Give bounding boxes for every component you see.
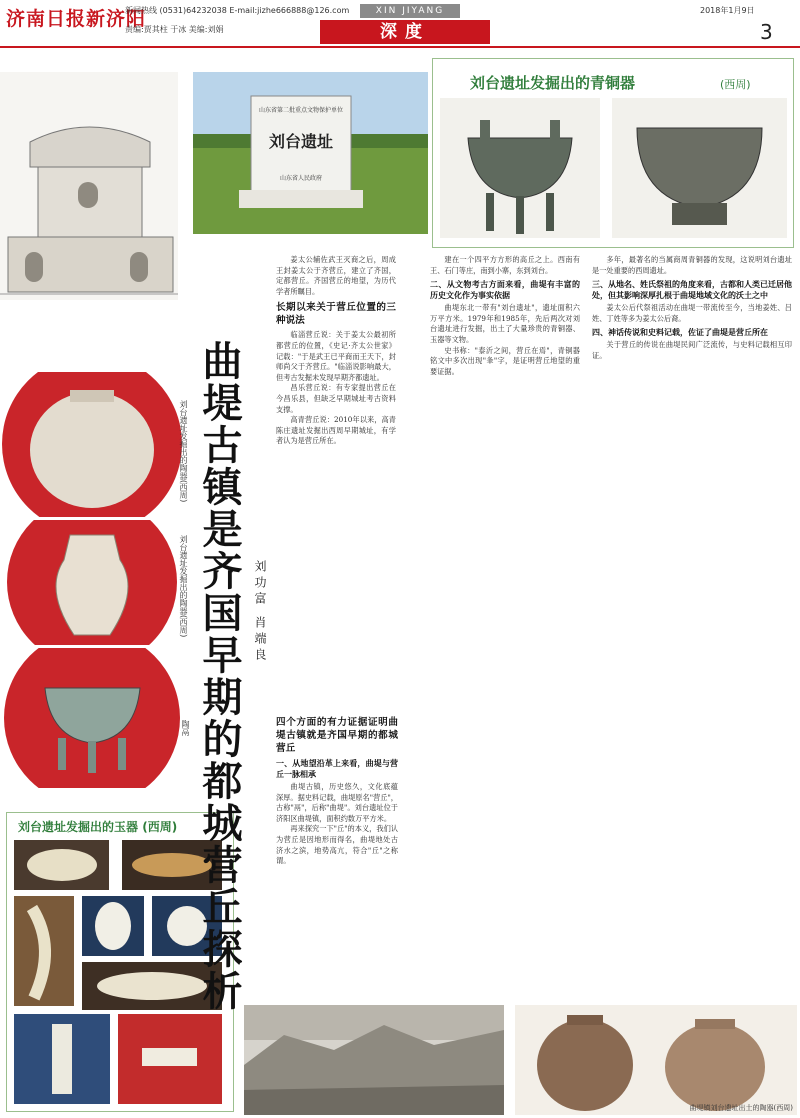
pottery-pots-photo (515, 1005, 797, 1115)
article-column-2 (276, 712, 398, 997)
pottery-jar-photo-2 (0, 520, 192, 645)
col2-subheading: 一、从地望沿革上来看，曲堤与营丘一脉相承 (276, 759, 398, 779)
article-column-1 (276, 255, 396, 675)
col4-heading-1: 三、从地名、姓氏祭祖的角度来看，古都和人类已迁居他处，但其影响深厚扎根于曲堤地域文化的沃土之中 (592, 280, 792, 301)
village-ruins-photo (244, 1005, 504, 1115)
bronze-section-title: 刘台遗址发掘出的青铜器 (470, 74, 636, 92)
tower-sketch-image (0, 72, 178, 300)
author-byline: 刘功富 肖端良 (253, 560, 267, 664)
col1-paragraph-1: 临淄营丘说：关于姜太公最初所都营丘的位置，《史记·齐太公世家》记载："于是武王已平商而王天下，封师尚父于齐营丘。"临淄说影响最大，但考古发掘未发现早期齐都遗址。 (276, 330, 396, 382)
col3-heading: 二、从文物考古方面来看，曲堤有丰富的历史文化作为事实依据 (430, 280, 580, 301)
col1-paragraph-3: 高青营丘说：2010年以来，高青陈庄遗址发掘出西周早期城址，有学者认为是营丘所在。 (276, 415, 396, 446)
article-column-3 (430, 255, 580, 1000)
jade-title-sub: (西周) (142, 820, 178, 834)
stele-photo (193, 72, 428, 234)
jade-section-title (18, 818, 177, 835)
col4-paragraph-1: 多年，最著名的当属商周青铜器的发现，这说明刘台遗址是一处重要的西周遗址。 (592, 255, 792, 275)
ding-caption: 陶鬲 (181, 720, 190, 736)
page-number: 3 (760, 20, 773, 44)
col2-paragraph-2: 再来探究一下"丘"的本义，我们认为营丘是因地形而得名，曲堤地处古济水之滨，地势高亢，符合"丘"之称谓。 (276, 824, 398, 866)
stele-text-2: 刘台遗址 (268, 132, 334, 151)
col2-heading: 四个方面的有力证据证明曲堤古镇就是齐国早期的都城营丘 (276, 717, 398, 754)
col4-paragraph-2: 姜太公后代祭祖活动在曲堤一带流传至今，当地姜姓、吕姓、丁姓等多为姜太公后裔。 (592, 303, 792, 323)
col1-heading: 长期以来关于营丘位置的三种说法 (276, 302, 396, 327)
pottery-jar-photo-1 (0, 372, 192, 517)
bronze-pot-photo (612, 98, 787, 238)
col4-heading-2: 四、神话传说和史料记载，佐证了曲堤是营丘所在 (592, 328, 768, 338)
main-headline: 曲堤古镇是齐国早期的都城营丘探析 (196, 340, 242, 1012)
pottery-caption-2: 刘台遗址发掘出的陶器(西周) (179, 535, 188, 638)
col4-paragraph-3: 关于营丘的传说在曲堤民间广泛流传，与史料记载相互印证。 (592, 340, 792, 360)
bottom-photo-caption: 曲堤镇刘台遗址出土的陶器(西周) (689, 1104, 793, 1112)
jade-title-text: 刘台遗址发掘出的玉器 (18, 820, 139, 834)
issue-date: 2018年1月9日 (700, 6, 755, 15)
bronze-ding-photo (440, 98, 600, 238)
hotline-info: 新闻热线 (0531)64232038 E-mail:jizhe666888@126.com (125, 6, 350, 15)
editor-info: 责编:贾其柱 于冰 美编:刘娟 (125, 25, 224, 34)
header-rule (0, 46, 800, 48)
newspaper-logo: 济南日报新济阳 (6, 8, 147, 30)
pottery-ding-photo (0, 648, 192, 788)
bronze-section-subtitle: (西周) (720, 78, 751, 91)
col1-paragraph-2: 昌乐营丘说：有专家提出营丘在今昌乐县，但缺乏早期城址考古资料支撑。 (276, 383, 396, 414)
stele-text-1: 山东省第二批重点文物保护单位 (258, 107, 344, 114)
masthead (0, 0, 800, 50)
pottery-caption-1: 刘台遗址发掘出的陶器(西周) (179, 400, 188, 503)
col1-intro: 姜太公辅佐武王灭商之后，周成王封姜太公于齐营丘，建立了齐国，定都营丘。齐国营丘的地望，为历代学者所瞩目。 (276, 255, 396, 296)
col3-paragraph-1: 建在一个四平方方形的高丘之上。西南有王、石门等庄，南到小寨，东到刘台。 (430, 255, 580, 275)
stele-text-3: 山东省人民政府 (279, 175, 323, 182)
col2-paragraph-1: 曲堤古镇，历史悠久，文化底蕴深厚。据史料记载，曲堤原名"营丘"，古称"鬲"，后称"曲堤"。刘台遗址位于济阳区曲堤镇，面积约数万平方米。 (276, 782, 398, 823)
col3-paragraph-2: 曲堤东北一带有"刘台遗址"，遗址面积六万平方米。1979年和1985年，先后两次对刘台遗址进行发掘，出土了大量珍贵的青铜器、玉器等文物。 (430, 303, 580, 344)
pinyin-label: XIN JIYANG (360, 4, 460, 18)
section-tab: 深度 (320, 20, 490, 44)
col3-paragraph-3: 史书称："泰沂之间，营丘在焉"，青铜器铭文中多次出现"夆"字，是证明营丘地望的重要证据。 (430, 345, 580, 376)
article-column-4 (592, 255, 792, 1000)
